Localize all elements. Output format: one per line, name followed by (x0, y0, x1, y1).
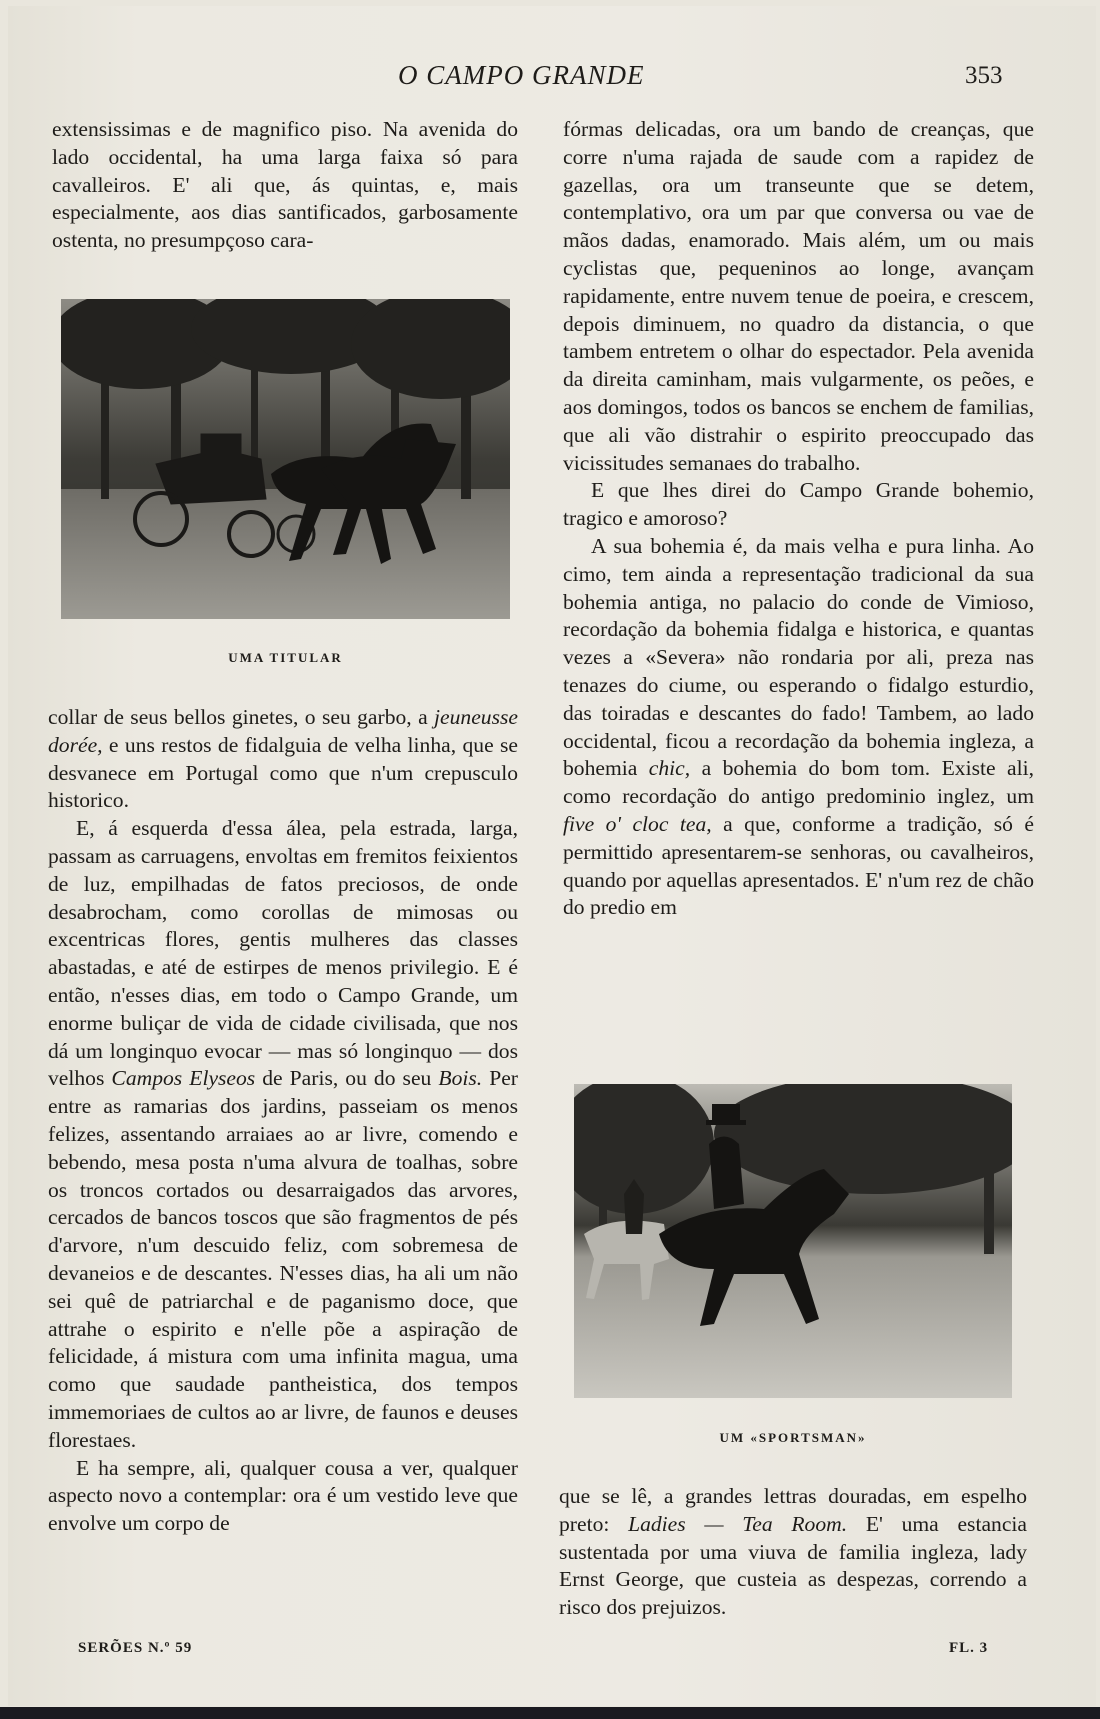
text-run: a bohemia do bom tom. Existe ali, como recordação do antigo predominio inglez, um (563, 756, 1034, 809)
text-run: A sua bohemia é, da mais velha e pura linha. Ao cimo, tem ainda a representação tradicional da sua bohemia antiga, no palacio do conde de Vimioso, recordação da bohemia fidalga e historica, e quantas vezes a «Severa» não rondaria por ali, preza nas tenazes do ciume, ou esperando o fidalgo esturdio, das toiradas e descantes do fado! Tambem, ao lado occidental, ficou a recordação da bohemia ingleza, a bohemia (563, 533, 1034, 781)
italic-text: Ladies — Tea Room. (628, 1511, 848, 1536)
right-column-top-text (563, 116, 1034, 922)
photo-carriage (61, 299, 510, 619)
running-header-title: O CAMPO GRANDE (398, 60, 645, 90)
sportsman-photo-illustration (574, 1084, 1012, 1398)
scan-bottom-edge (0, 1707, 1100, 1719)
magazine-page (8, 6, 1096, 1706)
text-run: que se lê, a grandes lettras douradas, em espelho preto: (559, 1484, 1027, 1536)
italic-text: Campos Elyseos (111, 1066, 256, 1091)
page-number: 353 (965, 62, 1003, 89)
paragraph (48, 815, 518, 1454)
text-run: E' uma estancia sustentada por uma viuva de familia ingleza, lady Ernst George, que custeia as despezas, correndo a risco dos prejuizos. (559, 1511, 1027, 1620)
photo-caption: UM «SPORTSMAN» (719, 1430, 867, 1445)
italic-text: Bois. (438, 1066, 483, 1091)
carriage-photo-illustration (61, 299, 510, 619)
text-run: Per entre as ramarias dos jardins, passeiam os menos felizes, assentando arraiaes ao ar livre, comendo e bebendo, mesa posta n'uma alvura de toalhas, sobre os troncos cortados ou desarraigados das arvores, cercados de bancos toscos que são fragmentos de pés d'arvore, n'um descuido feliz, com sobremesa de devaneios e de descantes. N'esses dias, ha ali um não sei quê de patriarchal e de paganismo doce, que attrahe o espirito e n'elle põe a aspiração de felicidade, á mistura com uma infinita magua, uma como que saudade pantheistica, dos tempos immemoriaes de cultos ao ar livre, de faunos e deuses florestaes. (48, 1066, 518, 1452)
photo-sportsman (574, 1084, 1012, 1398)
text-run: e uns restos de fidalguia de velha linha, que se desvanece em Portugal como que n'um crepusculo historico. (48, 732, 518, 813)
italic-text: chic, (648, 756, 691, 781)
text-run: collar de seus bellos ginetes, o seu garbo, a (48, 705, 435, 729)
italic-text: five o' cloc tea, (563, 811, 712, 836)
right-column-bottom-text (559, 1483, 1027, 1622)
text-run: E, á esquerda d'essa álea, pela estrada, larga, passam as carruagens, envoltas em fremitos feixientos de luz, empilhadas de fatos preciosos, de onde desabrocham, como corollas de mimosas ou excentricas flores, gentis mulheres das classes abastadas, e até de estirpes de menos privilegio. E é então, n'esses dias, em todo o Campo Grande, um enorme buliçar de vida de cidade civilisada, que nos dá um longinquo evocar — mas só longinquo — dos velhos (48, 816, 518, 1091)
paragraph: E ha sempre, ali, qualquer cousa a ver, qualquer aspecto novo a contemplar: ora é um vestido leve que envolve um corpo de (48, 1455, 518, 1536)
paragraph (563, 533, 1034, 922)
left-column-bottom-text (48, 704, 518, 1538)
footer-sheet-label: FL. 3 (949, 1640, 989, 1656)
paragraph: E que lhes direi do Campo Grande bohemio, tragico e amoroso? (563, 478, 1034, 531)
italic-text: jeuneusse dorée, (48, 705, 518, 757)
paragraph (559, 1483, 1027, 1622)
paragraph: fórmas delicadas, ora um bando de creanças, que corre n'uma rajada de saude com a rapidez de gazellas, ora um transeunte que se detem, contemplativo, ora um par que conversa ou vae de mãos dadas, enamorado. Mais além, um ou mais cyclistas que, pequeninos ao longe, avançam rapidamente, entre nuvem tenue de poeira, e crescem, depois diminuem, no quadro da distancia, o que tambem entretem o olhar do espectador. Pela avenida da direita caminham, mais vulgarmente, os peões, e aos domingos, todos os bancos se enchem de familias, que ali vão distrahir o espirito preoccupado das vicissitudes semanaes do trabalho. (563, 117, 1034, 475)
paragraph (48, 704, 518, 815)
paragraph: extensissimas e de magnifico piso. Na avenida do lado occidental, ha uma larga faixa só para cavalleiros. E' ali que, ás quintas, e, mais especialmente, aos dias santificados, garbosamente ostenta, no presumpçoso cara- (52, 117, 518, 253)
footer-issue-label: SERÕES N.º 59 (78, 1640, 193, 1656)
text-run: de Paris, ou do seu (255, 1066, 439, 1091)
photo-caption: UMA TITULAR (228, 650, 343, 665)
left-column-top-text (52, 116, 518, 255)
text-run: a que, conforme a tradição, só é permittido apresentarem-se senhoras, ou cavalheiros, quando por aquellas apresentados. E' n'um rez de chão do predio em (563, 811, 1034, 920)
